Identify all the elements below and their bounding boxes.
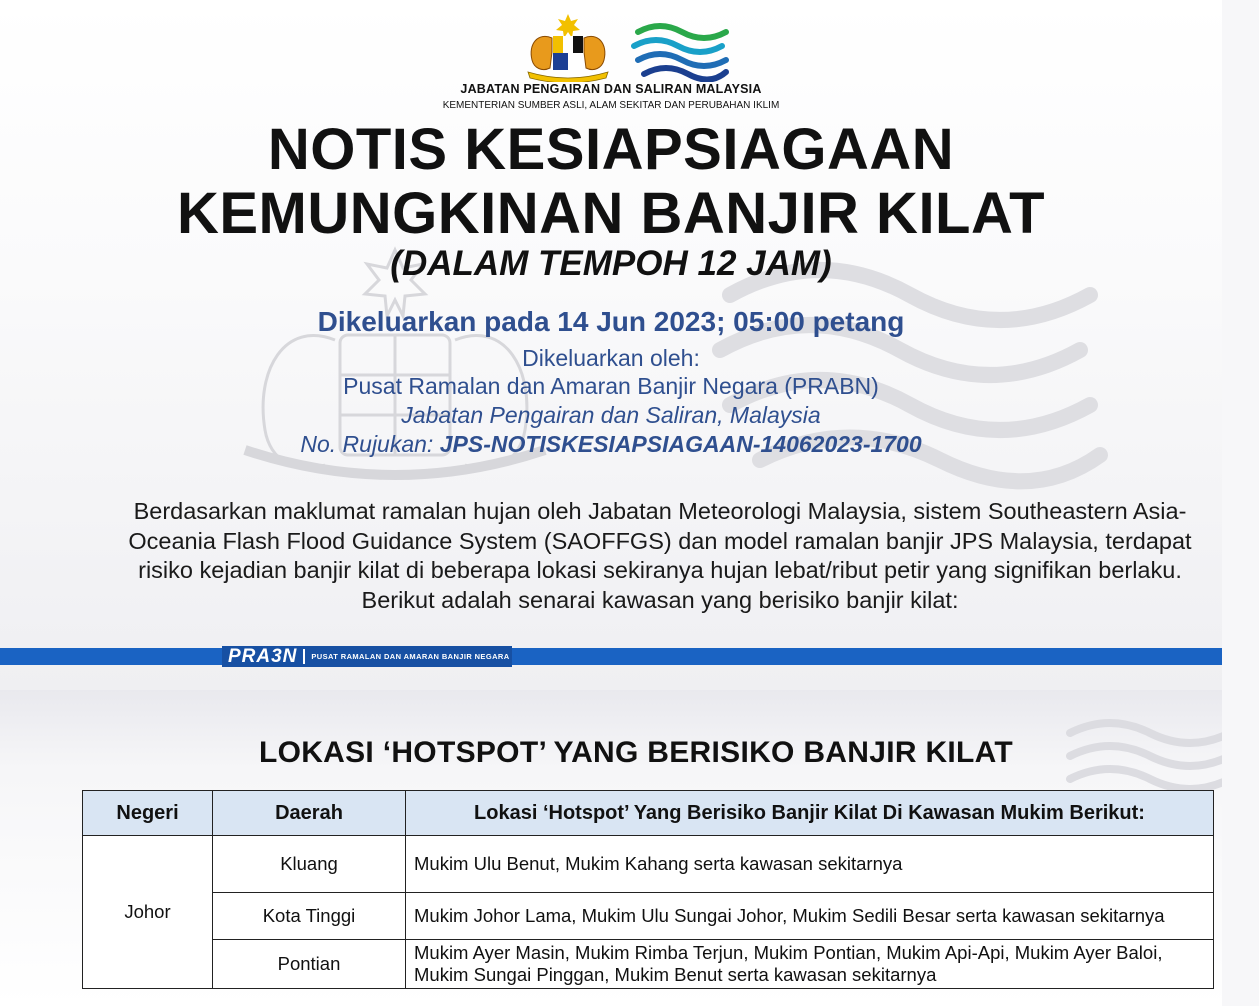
issuer-centre: Pusat Ramalan dan Amaran Banjir Negara (PRABN) <box>343 373 879 399</box>
agency-name: JABATAN PENGAIRAN DAN SALIRAN MALAYSIA <box>460 82 762 96</box>
district-cell: Kluang <box>213 836 406 893</box>
district-cell: Pontian <box>213 940 406 989</box>
reference-number: JPS-NOTISKESIAPSIAGAAN-14062023-1700 <box>439 431 922 457</box>
hotspot-title: LOKASI ‘HOTSPOT’ YANG BERISIKO BANJIR KILAT <box>258 736 1014 769</box>
malaysia-coat-of-arms-icon <box>520 12 616 82</box>
locations-cell: Mukim Ulu Benut, Mukim Kahang serta kawasan sekitarnya <box>406 836 1214 893</box>
table-row <box>83 940 1214 989</box>
notice-subtitle: (DALAM TEMPOH 12 JAM) <box>390 244 832 283</box>
table-header-row <box>83 791 1214 836</box>
brand-divider <box>303 649 305 664</box>
table-row <box>83 836 1214 893</box>
reference-label: No. Rujukan: <box>300 431 440 457</box>
prabn-logo-text: PRA3N <box>228 645 298 667</box>
prabn-full-name: PUSAT RAMALAN DAN AMARAN BANJIR NEGARA <box>311 652 510 661</box>
notice-title-line1: NOTIS KESIAPSIAGAAN <box>267 117 955 182</box>
district-cell: Kota Tinggi <box>213 893 406 940</box>
column-header-district: Daerah <box>213 791 406 836</box>
notice-body: Berdasarkan maklumat ramalan hujan oleh Jabatan Meteorologi Malaysia, sistem Southeastern Asia-Oceania Flash Flood Guidance System (SAOFFGS) dan model ramalan banjir JPS Malaysia, terdapat risiko kejadian banjir kilat di beberapa lokasi sekiranya hujan lebat/ribut petir yang signifikan berlaku. Berikut adalah senarai kawasan yang berisiko banjir kilat: <box>128 498 1192 613</box>
column-header-locations: Lokasi ‘Hotspot’ Yang Berisiko Banjir Kilat Di Kawasan Mukim Berikut: <box>406 791 1214 836</box>
hotspot-table <box>82 790 1214 989</box>
column-header-state: Negeri <box>83 791 213 836</box>
page-margin <box>1222 0 1259 1006</box>
notice-title-line2: KEMUNGKINAN BANJIR KILAT <box>176 181 1045 246</box>
issuer-department: Jabatan Pengairan dan Saliran, Malaysia <box>401 402 821 428</box>
issued-date: Dikeluarkan pada 14 Jun 2023; 05:00 petang <box>317 306 905 337</box>
footer-bar <box>0 648 1222 665</box>
jps-wave-logo-icon <box>630 22 730 82</box>
issued-by-label: Dikeluarkan oleh: <box>522 345 700 371</box>
header-logos <box>520 12 730 84</box>
ministry-name: KEMENTERIAN SUMBER ASLI, ALAM SEKITAR DAN PERUBAHAN IKLIM <box>442 100 780 111</box>
locations-cell: Mukim Ayer Masin, Mukim Rimba Terjun, Mukim Pontian, Mukim Api-Api, Mukim Ayer Baloi, Mukim Sungai Pinggan, Mukim Benut serta kawasan sekitarnya <box>406 940 1214 989</box>
reference-line <box>0 431 1222 458</box>
prabn-brand-label <box>222 646 512 667</box>
table-row <box>83 893 1214 940</box>
locations-cell: Mukim Johor Lama, Mukim Ulu Sungai Johor, Mukim Sedili Besar serta kawasan sekitarnya <box>406 893 1214 940</box>
state-cell: Johor <box>83 836 213 989</box>
